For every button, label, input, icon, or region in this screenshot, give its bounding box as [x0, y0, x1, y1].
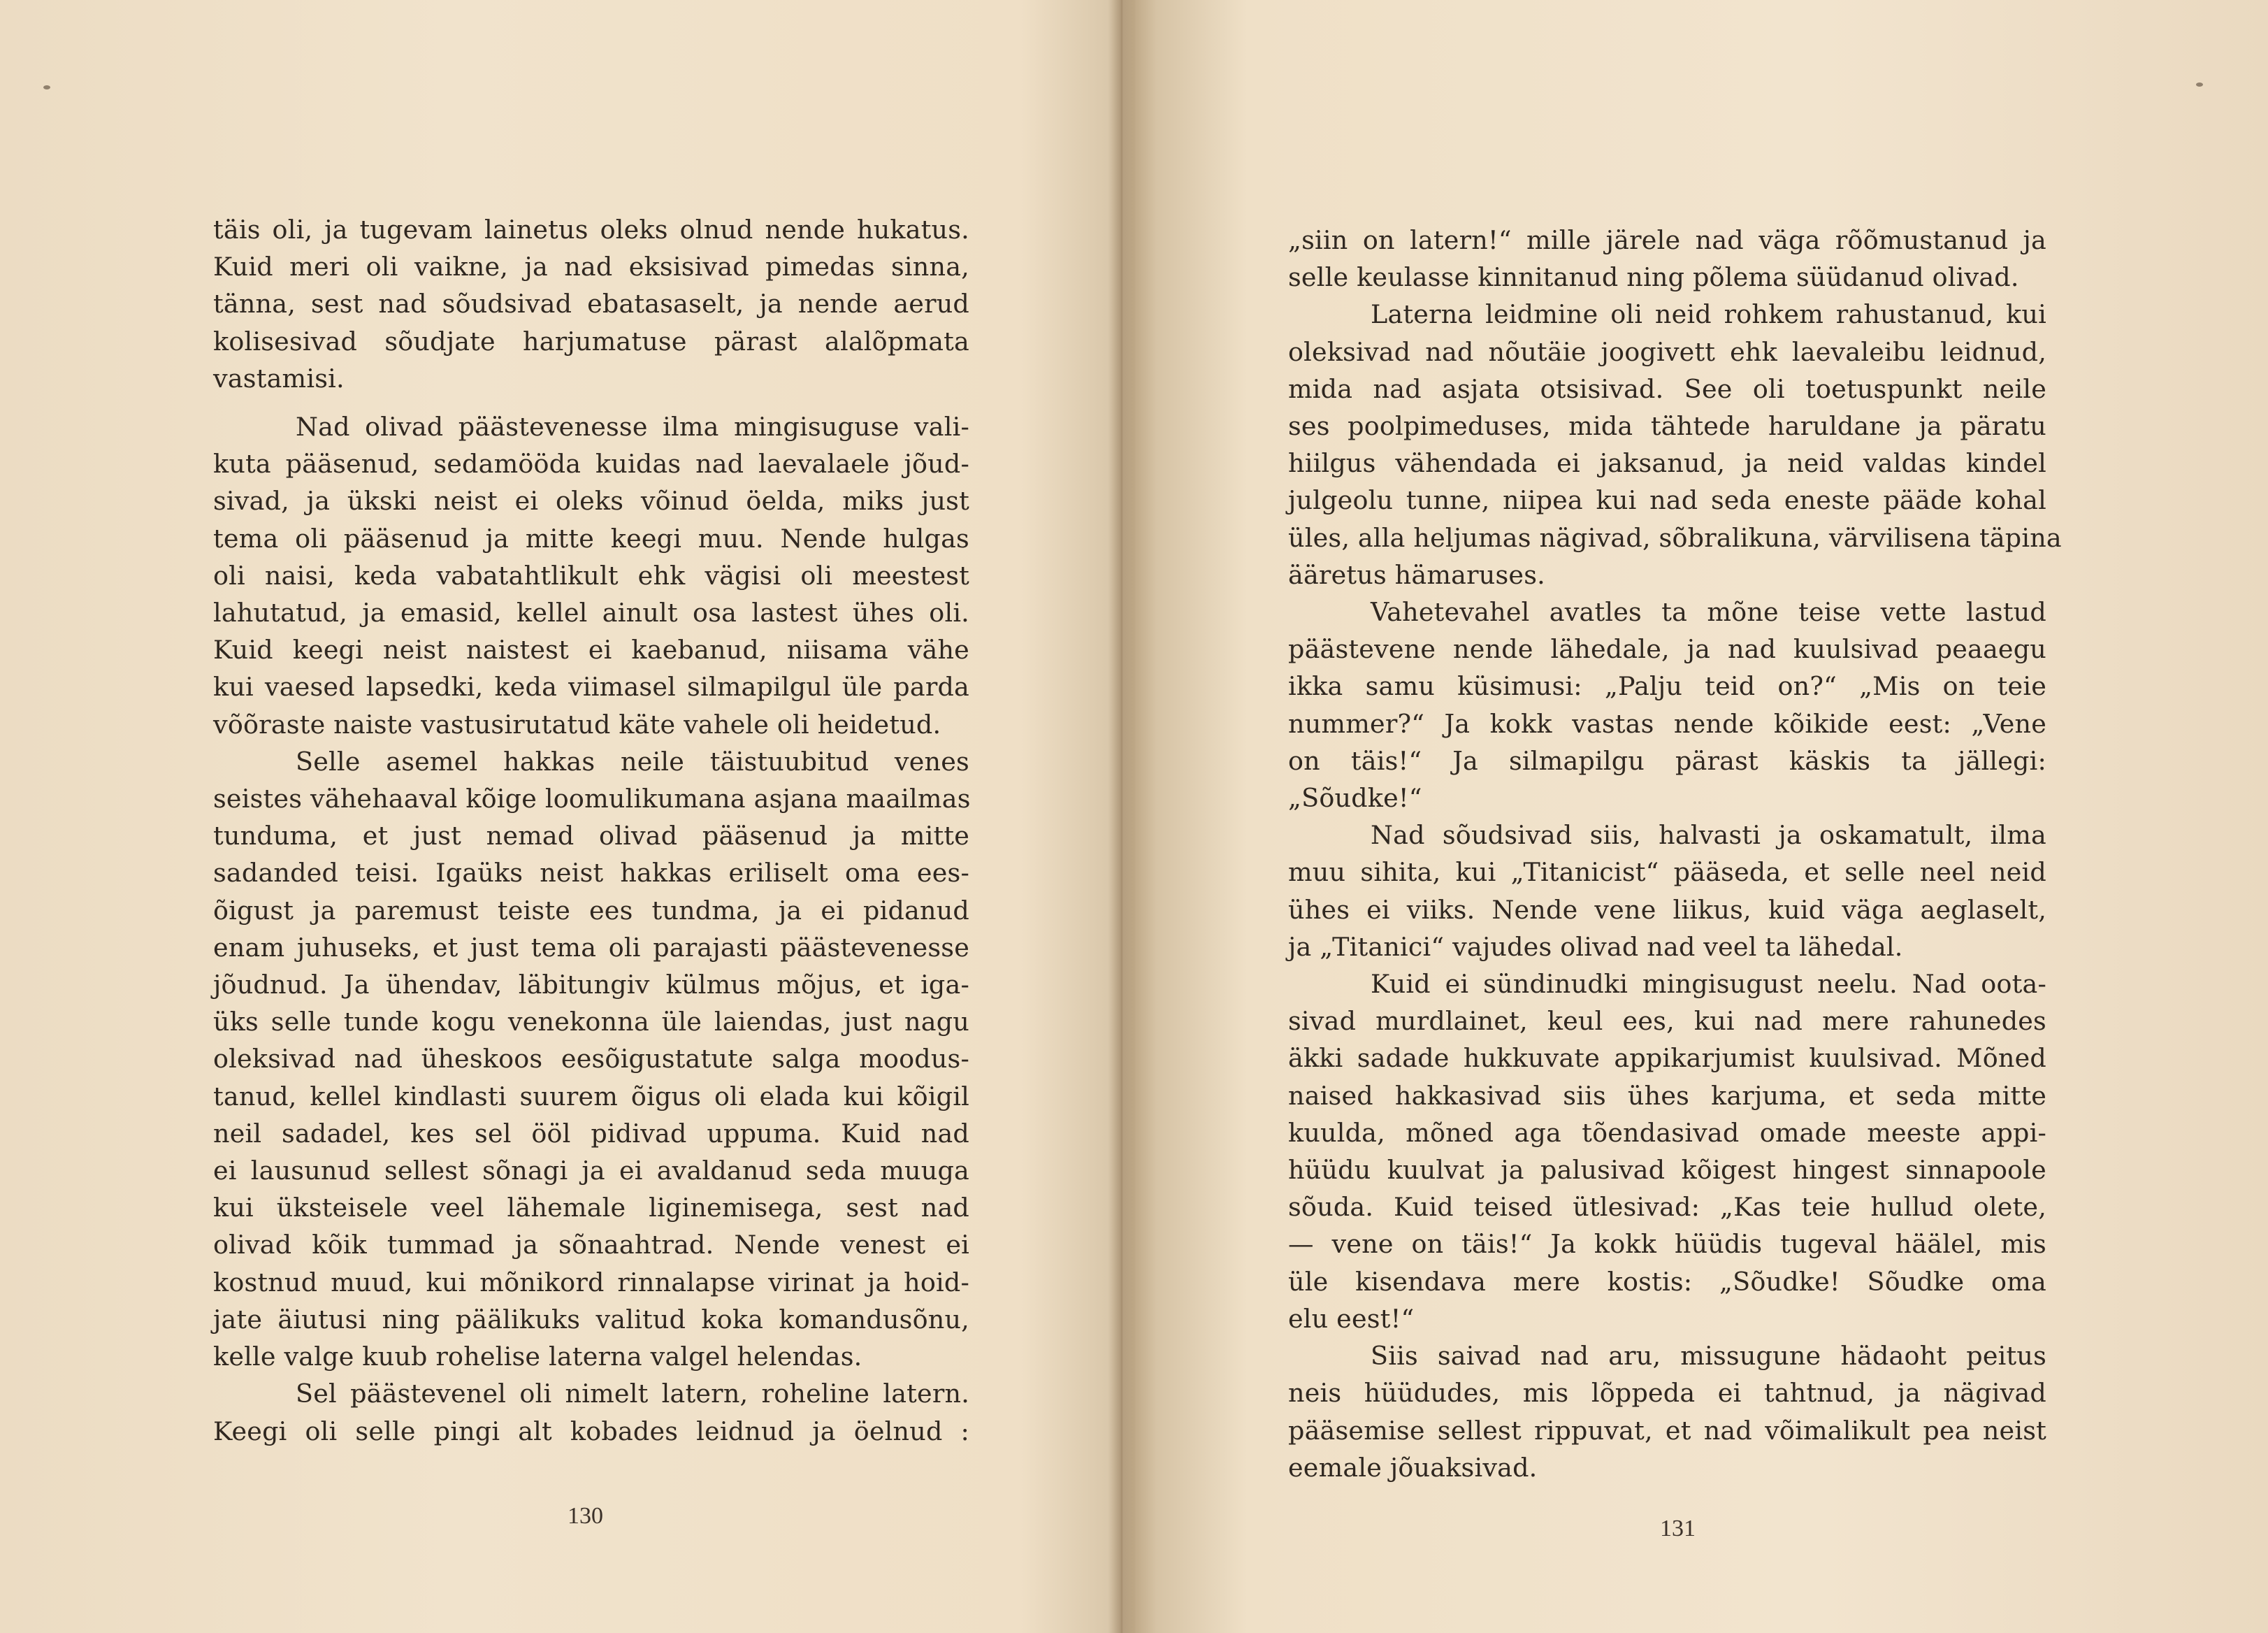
text-line: tema oli pääsenud ja mitte keegi muu. Nende hulgas: [213, 523, 969, 554]
text-line: kui üksteisele veel lähemale liginemisega, sest nad: [213, 1193, 969, 1223]
text-line: enam juhuseks, et just tema oli parajasti päästevenesse: [213, 932, 969, 963]
text-line: Laterna leidmine oli neid rohkem rahustanud, kui: [1371, 299, 2046, 330]
text-line: Nad sõudsivad siis, halvasti ja oskamatult, ilma: [1371, 820, 2046, 851]
text-line: päästevene nende lähedale, ja nad kuulsivad peaaegu: [1288, 634, 2046, 665]
text-line: Keegi oli selle pingi alt kobades leidnud ja öelnud :: [213, 1416, 969, 1446]
left-page-text: [213, 211, 969, 1450]
text-line: tanud, kellel kindlasti suurem õigus oli elada kui kõigil: [213, 1081, 969, 1112]
text-line: Kuid meri oli vaikne, ja nad eksisivad pimedas sinna,: [213, 252, 969, 282]
text-line: üks selle tunde kogu venekonna üle laiendas, just nagu: [213, 1007, 969, 1037]
text-line: ääretus hämaruses.: [1288, 559, 1545, 590]
text-line: pääsemise sellest rippuvat, et nad võimalikult pea neist: [1288, 1415, 2046, 1446]
text-line: selle keulasse kinnitanud ning põlema süüdanud olivad.: [1288, 262, 2019, 293]
text-line: „siin on latern!“ mille järele nad väga rõõmustanud ja: [1288, 225, 2046, 255]
text-line: sivad, ja ükski neist ei oleks võinud öelda, miks just: [213, 486, 969, 517]
text-line: üles, alla heljumas nägivad, sõbralikuna, värvilisena täpina: [1288, 522, 2062, 553]
text-line: jate äiutusi ning päälikuks valitud koka komandusõnu,: [213, 1304, 969, 1335]
text-line: ja „Titanici“ vajudes olivad nad veel ta lähedal.: [1288, 931, 1903, 962]
text-line: hiilgus vähendada ei jaksanud, ja neid valdas kindel: [1288, 448, 2046, 479]
text-line: ühes ei viiks. Nende vene liikus, kuid väga aeglaselt,: [1288, 894, 2046, 925]
text-line: õigust ja paremust teiste ees tundma, ja ei pidanud: [213, 895, 969, 926]
text-line: Nad olivad päästevenesse ilma mingisuguse vali-: [296, 412, 969, 443]
text-line: seistes vähehaaval kõige loomulikumana asjana maailmas: [213, 784, 971, 814]
text-line: ses poolpimeduses, mida tähtede haruldane ja päratu: [1288, 411, 2046, 442]
text-line: neil sadadel, kes sel ööl pidivad uppuma. Kuid nad: [213, 1118, 969, 1149]
text-line: — vene on täis!“ Ja kokk hüüdis tugeval häälel, mis: [1288, 1229, 2046, 1260]
text-line: Kuid keegi neist naistest ei kaebanud, niisama vähe: [213, 635, 969, 666]
text-line: sivad murdlainet, keul ees, kui nad mere rahunedes: [1288, 1006, 2046, 1037]
text-line: tunduma, et just nemad olivad pääsenud ja mitte: [213, 821, 969, 851]
text-line: nummer?“ Ja kokk vastas nende kõikide eest: „Vene: [1288, 708, 2046, 739]
text-line: sadanded teisi. Igaüks neist hakkas eriliselt oma ees-: [213, 858, 969, 889]
right-page: [1125, 0, 2268, 1633]
text-line: kuulda, mõned aga tõendasivad omade meeste appi-: [1288, 1117, 2046, 1148]
text-line: äkki sadade hukkuvate appikarjumist kuulsivad. Mõned: [1288, 1043, 2046, 1074]
text-line: Vahetevahel avatles ta mõne teise vette lastud: [1371, 597, 2046, 628]
text-line: kolisesivad sõudjate harjumatuse pärast alalõpmata: [213, 326, 969, 357]
text-line: elu eest!“: [1288, 1303, 1415, 1334]
text-line: kostnud muud, kui mõnikord rinnalapse virinat ja hoid-: [213, 1267, 969, 1297]
text-line: jõudnud. Ja ühendav, läbitungiv külmus mõjus, et iga-: [213, 970, 969, 1000]
text-line: „Sõudke!“: [1288, 783, 1422, 814]
text-line: võõraste naiste vastusirutatud käte vahele oli heidetud.: [213, 709, 941, 740]
text-line: üle kisendava mere kostis: „Sõudke! Sõudke oma: [1288, 1266, 2046, 1297]
left-page-number: 130: [568, 1503, 603, 1529]
text-line: oleksivad nad nõutäie joogivett ehk laevaleibu leidnud,: [1288, 336, 2046, 367]
text-line: täis oli, ja tugevam lainetus oleks olnud nende hukatus.: [213, 215, 969, 245]
text-line: lahutatud, ja emasid, kellel ainult osa lastest ühes oli.: [213, 598, 969, 628]
paper-speck: [43, 85, 50, 89]
text-line: kelle valge kuub rohelise laterna valgel helendas.: [213, 1341, 862, 1372]
text-line: on täis!“ Ja silmapilgu pärast käskis ta jällegi:: [1288, 745, 2046, 776]
text-line: Selle asemel hakkas neile täistuubitud venes: [296, 746, 969, 777]
text-line: tänna, sest nad sõudsivad ebatasaselt, ja nende aerud: [213, 289, 969, 319]
text-line: oleksivad nad üheskoos eesõigustatute salga moodus-: [213, 1044, 969, 1074]
text-line: sõuda. Kuid teised ütlesivad: „Kas teie hullud olete,: [1288, 1192, 2046, 1223]
text-line: mida nad asjata otsisivad. See oli toetuspunkt neile: [1288, 373, 2046, 404]
text-line: ei lausunud sellest sõnagi ja ei avaldanud seda muuga: [213, 1156, 969, 1186]
text-line: oli naisi, keda vabatahtlikult ehk vägisi oli meestest: [213, 560, 969, 591]
text-line: eemale jõuaksivad.: [1288, 1452, 1538, 1483]
right-page-number: 131: [1660, 1516, 1696, 1541]
text-line: kuta pääsenud, sedamööda kuidas nad laevalaele jõud-: [213, 449, 969, 480]
text-line: Siis saivad nad aru, missugune hädaoht peitus: [1371, 1341, 2046, 1372]
text-line: muu sihita, kui „Titanicist“ pääseda, et selle neel neid: [1288, 857, 2046, 888]
text-line: kui vaesed lapsedki, keda viimasel silmapilgul üle parda: [213, 672, 969, 703]
paper-speck: [2196, 82, 2203, 87]
text-line: Kuid ei sündinudki mingisugust neelu. Nad oota-: [1371, 969, 2046, 1000]
text-line: olivad kõik tummad ja sõnaahtrad. Nende venest ei: [213, 1230, 969, 1260]
text-line: ikka samu küsimusi: „Palju teid on?“ „Mis on teie: [1288, 671, 2046, 702]
left-page: [0, 0, 1118, 1633]
text-line: naised hakkasivad siis ühes karjuma, et seda mitte: [1288, 1080, 2046, 1111]
text-line: julgeolu tunne, niipea kui nad seda eneste pääde kohal: [1288, 485, 2046, 516]
text-line: Sel päästevenel oli nimelt latern, roheline latern.: [296, 1379, 969, 1409]
text-line: neis hüüdudes, mis lõppeda ei tahtnud, ja nägivad: [1288, 1378, 2046, 1409]
text-line: vastamisi.: [213, 363, 345, 394]
right-page-text: [1288, 222, 2062, 1486]
text-line: hüüdu kuulvat ja palusivad kõigest hingest sinnapoole: [1288, 1155, 2046, 1186]
